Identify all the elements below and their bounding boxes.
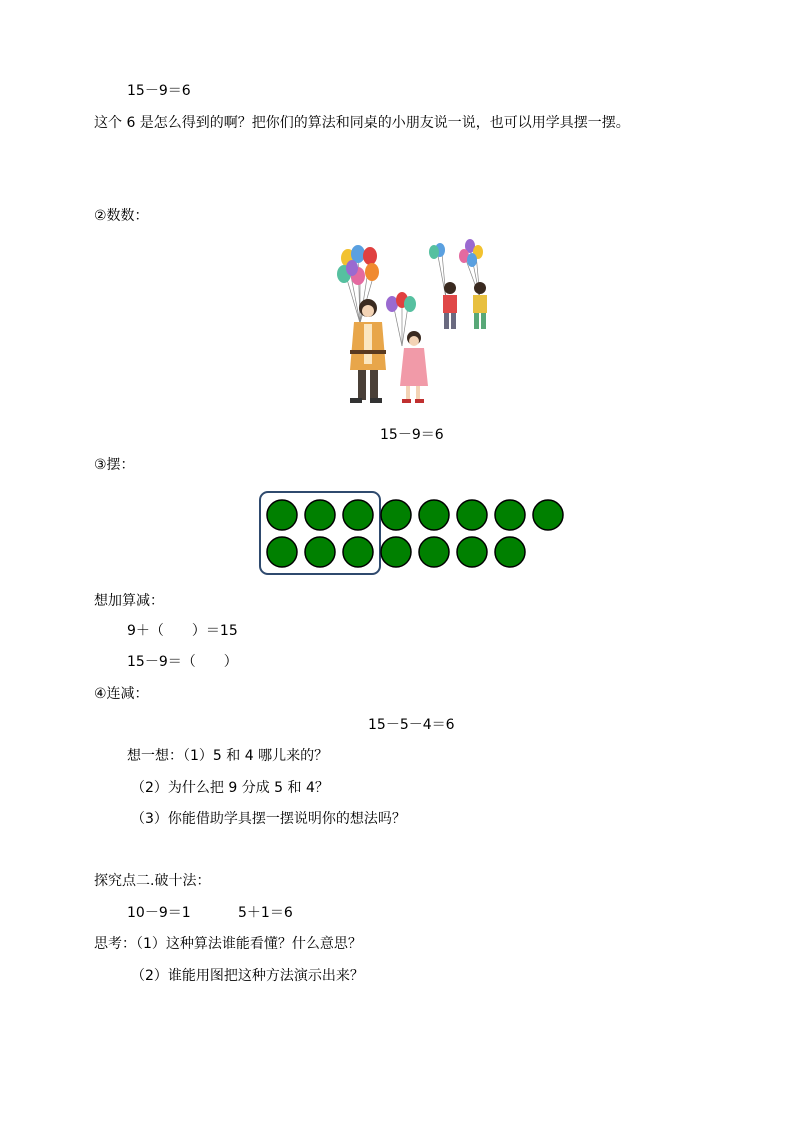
- equation-chain: 15－5－4＝6: [368, 717, 455, 733]
- think-question-1: 想一想：（1）5 和 4 哪儿来的？: [127, 748, 329, 764]
- top-row-counter: [495, 500, 525, 530]
- think-question-3: （3）你能借助学具摆一摆说明你的想法吗？: [131, 811, 406, 827]
- method-counting-heading: ②数数：: [94, 208, 149, 224]
- question-paragraph: 这个 6 是怎么得到的啊？把你们的算法和同桌的小朋友说一说，也可以用学具摆一摆。: [94, 115, 630, 131]
- equation-break-ten-1: 10－9＝1: [127, 905, 191, 921]
- top-row-counter: [381, 500, 411, 530]
- equation-break-ten-2: 5＋1＝6: [238, 905, 293, 921]
- think-add-heading: 想加算减：: [94, 593, 164, 609]
- method-chain-heading: ④连减：: [94, 686, 149, 702]
- top-row-counter: [419, 500, 449, 530]
- equation-add-blank: 9＋（ ）＝15: [127, 623, 238, 639]
- bottom-row-counter: [343, 537, 373, 567]
- equation-sub-blank: 15－9＝（ ）: [127, 654, 238, 670]
- top-row-counter: [457, 500, 487, 530]
- equation-middle: 15－9＝6: [380, 427, 444, 443]
- bottom-row-counter: [419, 537, 449, 567]
- bottom-row-counter: [495, 537, 525, 567]
- counter-arrangement: [258, 490, 568, 578]
- bottom-row-counter: [305, 537, 335, 567]
- top-row-counter: [305, 500, 335, 530]
- top-row-counter: [267, 500, 297, 530]
- ponder-question-2: （2）谁能用图把这种方法演示出来？: [131, 968, 364, 984]
- top-row-counter: [533, 500, 563, 530]
- balloon-seller-illustration: [330, 238, 502, 410]
- equation-top: 15－9＝6: [127, 83, 191, 99]
- bottom-row-counter: [381, 537, 411, 567]
- explore-heading: 探究点二.破十法：: [94, 873, 211, 889]
- bottom-row-counter: [267, 537, 297, 567]
- think-question-2: （2）为什么把 9 分成 5 和 4？: [131, 780, 329, 796]
- ponder-question-1: 思考：（1）这种算法谁能看懂？什么意思？: [94, 936, 362, 952]
- bottom-row-counter: [457, 537, 487, 567]
- method-arrange-heading: ③摆：: [94, 457, 135, 473]
- top-row-counter: [343, 500, 373, 530]
